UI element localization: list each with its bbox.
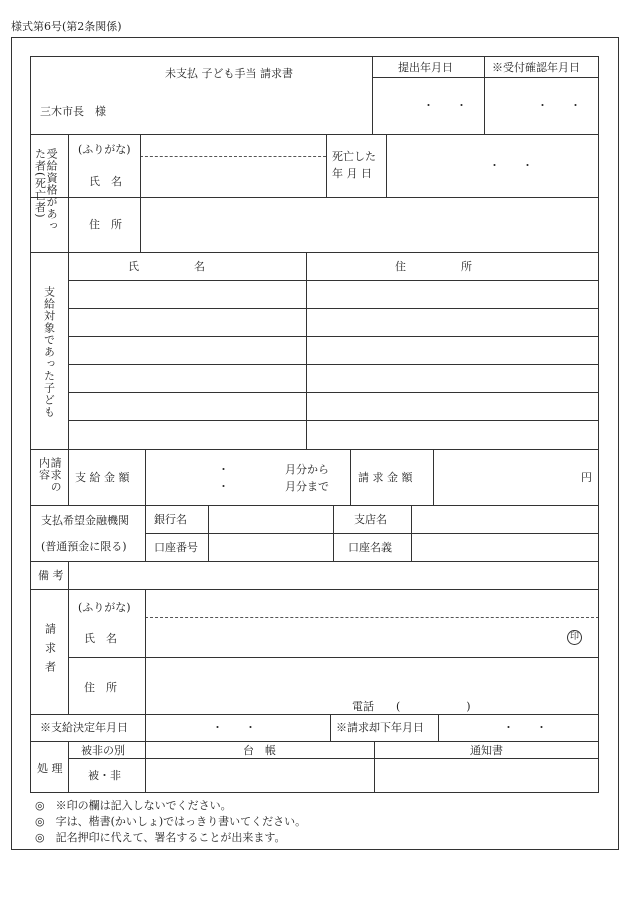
note-3: ◎ 記名押印に代えて、署名することが出来ます。 — [35, 831, 286, 844]
note-2: ◎ 字は、楷書(かいしょ)ではっきり書いてください。 — [35, 815, 307, 828]
insured-type-value: 被・非 — [88, 769, 121, 782]
form-number: 様式第6号(第2条関係) — [11, 20, 122, 33]
table-line — [208, 505, 209, 561]
note-1: ◎ ※印の欄は記入しないでください。 — [35, 799, 232, 812]
table-line — [326, 134, 327, 197]
claimant-address-label: 住 所 — [84, 681, 117, 694]
table-line — [372, 77, 599, 78]
table-line — [140, 134, 141, 252]
table-line — [68, 758, 599, 759]
from-dot: ・ — [218, 463, 229, 476]
table-line — [145, 505, 146, 561]
table-line — [484, 56, 485, 134]
table-line — [145, 589, 146, 714]
submission-date-dots[interactable]: ・ ・ — [423, 99, 467, 112]
claimant-name-label: 氏 名 — [84, 632, 117, 645]
death-date-dots[interactable]: ・ ・ — [489, 159, 533, 172]
table-line — [68, 657, 599, 658]
receipt-date-dots: ・ ・ — [537, 99, 581, 112]
insured-type-label: 被非の別 — [81, 744, 125, 757]
table-line — [145, 714, 146, 741]
children-address-header: 住 所 — [395, 260, 472, 273]
table-line — [386, 134, 387, 197]
bank-name-label: 銀行名 — [154, 513, 187, 526]
table-line — [30, 252, 599, 253]
furigana-dash-line — [140, 156, 326, 157]
table-line — [68, 420, 599, 421]
bank-label-2: (普通預金に限る) — [41, 540, 127, 553]
decision-date-label: ※支給決定年月日 — [40, 721, 128, 734]
table-line — [333, 505, 334, 561]
deceased-address-label: 住 所 — [89, 218, 122, 231]
table-line — [68, 741, 69, 792]
table-line — [30, 589, 599, 590]
table-line — [30, 505, 599, 506]
account-holder-label: 口座名義 — [348, 541, 392, 554]
processing-label: 処 理 — [37, 762, 63, 775]
table-line — [30, 449, 599, 450]
table-line — [68, 561, 69, 589]
account-number-label: 口座番号 — [154, 541, 198, 554]
payment-amount-label: 支 給 金 額 — [75, 471, 130, 484]
table-line — [438, 714, 439, 741]
table-line — [598, 56, 599, 793]
table-line — [30, 56, 31, 792]
deceased-furigana-label: (ふりがな) — [78, 143, 131, 156]
table-line — [30, 741, 599, 742]
rejection-date-label: ※請求却下年月日 — [336, 721, 424, 734]
children-name-header: 氏 名 — [128, 260, 205, 273]
table-line — [372, 56, 373, 134]
table-line — [30, 197, 599, 198]
month-to-label: 月分まで — [285, 480, 329, 493]
table-line — [30, 714, 599, 715]
table-line — [68, 134, 69, 449]
table-line — [306, 252, 307, 449]
table-line — [145, 449, 146, 505]
table-line — [433, 449, 434, 505]
table-line — [411, 505, 412, 561]
form-title: 未支払 子ども手当 請求書 — [165, 67, 293, 80]
section-label-children: 支給対象であった子ども — [42, 286, 56, 418]
ledger-label: 台 帳 — [243, 744, 276, 757]
table-line — [68, 589, 69, 714]
table-line — [374, 741, 375, 792]
table-line — [68, 336, 599, 337]
receipt-date-label: ※受付確認年月日 — [492, 61, 580, 74]
table-line — [350, 449, 351, 505]
table-line — [30, 792, 599, 793]
yen-unit: 円 — [581, 471, 592, 484]
seal-mark: 印 — [567, 630, 582, 645]
addressee: 三木市長 様 — [40, 105, 106, 118]
table-line — [68, 364, 599, 365]
table-line — [30, 561, 599, 562]
table-line — [145, 533, 599, 534]
section-label-deceased: 受給資格があった者(死亡者) — [33, 148, 59, 232]
table-line — [68, 280, 599, 281]
death-date-label-1: 死亡した — [332, 150, 376, 163]
table-line — [68, 449, 69, 505]
notice-label: 通知書 — [470, 744, 503, 757]
bank-label-1: 支払希望金融機関 — [41, 514, 129, 527]
remarks-label: 備 考 — [38, 569, 64, 582]
furigana-dash-line — [145, 617, 599, 618]
table-line — [145, 741, 146, 792]
death-date-label-2: 年 月 日 — [332, 167, 372, 180]
section-label-claim: 請求の内容 — [37, 457, 63, 493]
deceased-name-label: 氏 名 — [89, 175, 122, 188]
claimant-furigana-label: (ふりがな) — [78, 601, 131, 614]
decision-date-dots: ・ ・ — [212, 721, 256, 734]
branch-name-label: 支店名 — [354, 513, 387, 526]
claim-amount-label: 請 求 金 額 — [358, 471, 413, 484]
table-line — [68, 392, 599, 393]
submission-date-label: 提出年月日 — [398, 61, 453, 74]
table-line — [30, 134, 599, 135]
month-from-label: 月分から — [285, 463, 329, 476]
phone-label: 電話 ( ) — [352, 700, 471, 713]
table-line — [330, 714, 331, 741]
to-dot: ・ — [218, 480, 229, 493]
section-label-claimant: 請求者 — [43, 623, 57, 680]
table-line — [68, 308, 599, 309]
table-line — [30, 56, 599, 57]
rejection-date-dots: ・ ・ — [503, 721, 547, 734]
